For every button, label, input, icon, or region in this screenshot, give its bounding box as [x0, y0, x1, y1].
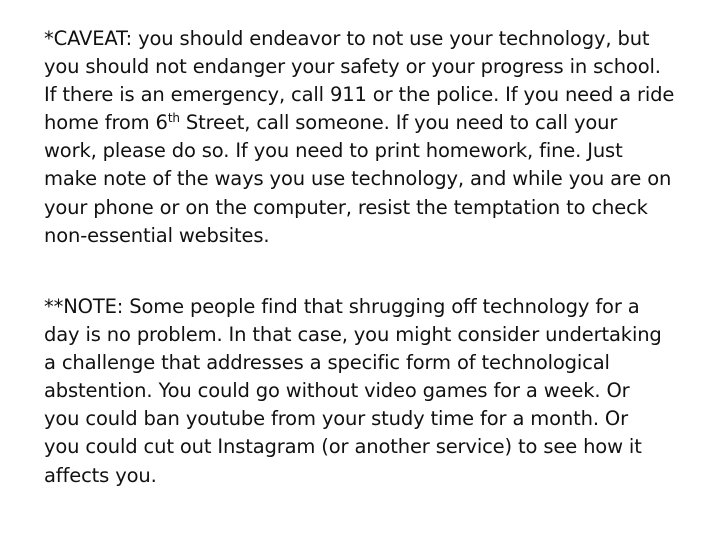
caveat-paragraph [44, 25, 704, 250]
caveat-line: your phone or on the computer, resist the temptation to check [44, 195, 648, 219]
note-line: affects you. [44, 463, 157, 487]
caveat-line: make note of the ways you use technology, and while you are on [44, 167, 672, 191]
note-line: day is no problem. In that case, you might consider undertaking [44, 323, 662, 347]
caveat-line [44, 109, 704, 137]
caveat-line: non-essential websites. [44, 223, 270, 247]
ordinal-superscript: th [167, 111, 180, 126]
caveat-text-segment: Street, call someone. If you need to call your [179, 111, 618, 135]
caveat-line: *CAVEAT: you should endeavor to not use your technology, but [44, 27, 650, 50]
note-line: you could cut out Instagram (or another service) to see how it [44, 435, 642, 459]
note-line: abstention. You could go without video games for a week. Or [44, 379, 630, 403]
note-line: you could ban youtube from your study time for a month. Or [44, 407, 628, 431]
caveat-line: you should not endanger your safety or your progress in school. [44, 55, 661, 79]
caveat-line: work, please do so. If you need to print homework, fine. Just [44, 139, 623, 163]
note-line: a challenge that addresses a specific form of technological [44, 351, 610, 375]
caveat-text-segment: home from 6 [44, 111, 168, 135]
caveat-line: If there is an emergency, call 911 or the police. If you need a ride [44, 83, 675, 107]
note-line: **NOTE: Some people find that shrugging off technology for a [44, 295, 640, 318]
note-paragraph [44, 293, 704, 490]
